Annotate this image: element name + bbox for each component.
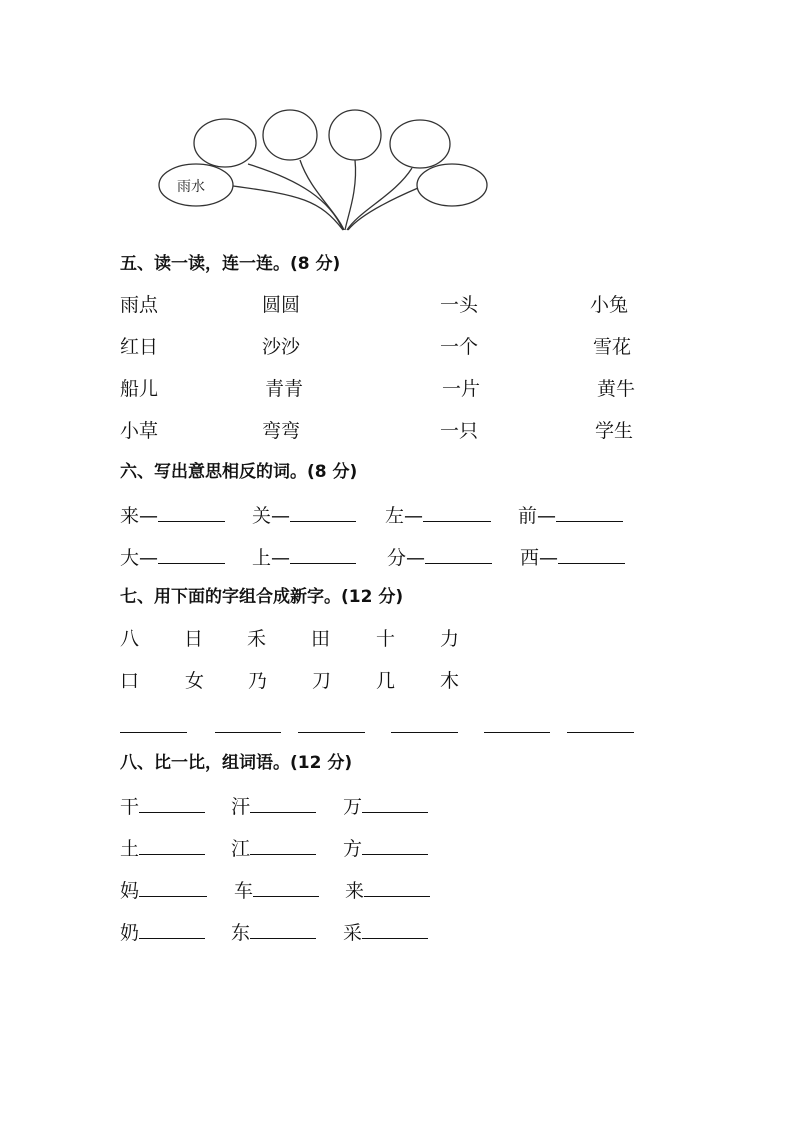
s5-col1-item: 小草 (120, 420, 159, 442)
balloon-diagram (150, 100, 500, 240)
new-char-blank[interactable] (484, 732, 550, 733)
center-label: 雨水 (177, 179, 205, 195)
word-blank[interactable] (364, 878, 430, 897)
compare-char: 干 (120, 796, 140, 818)
compare-item (231, 794, 316, 818)
answer-blank[interactable] (556, 503, 623, 522)
compare-item (234, 878, 319, 902)
component-char: 十 (376, 628, 396, 650)
word-blank[interactable] (362, 794, 428, 813)
new-char-blank[interactable] (391, 732, 458, 733)
word-blank[interactable] (139, 878, 207, 897)
antonym-item (120, 503, 225, 527)
compare-item (120, 920, 205, 944)
compare-item (120, 794, 205, 818)
word-blank[interactable] (250, 920, 316, 939)
new-char-blank[interactable] (215, 732, 281, 733)
antonym-item (518, 503, 623, 527)
section8-title: 八、比一比，组词语。(12 分) (120, 753, 353, 773)
answer-blank[interactable] (423, 503, 491, 522)
component-char: 几 (376, 670, 396, 692)
compare-char: 来 (345, 880, 365, 902)
antonym-item (252, 503, 356, 527)
antonym-item (520, 545, 625, 569)
new-char-blank[interactable] (120, 732, 187, 733)
antonym-prompt: 来— (120, 505, 159, 527)
antonym-prompt: 大— (120, 547, 159, 569)
balloon-string-3 (300, 160, 344, 230)
balloon-3 (329, 110, 381, 160)
antonym-prompt: 左— (385, 505, 424, 527)
component-char: 日 (184, 628, 204, 650)
component-char: 木 (440, 670, 460, 692)
component-char: 口 (120, 670, 140, 692)
antonym-item (120, 545, 225, 569)
word-blank[interactable] (362, 920, 428, 939)
s5-col3-item: 一个 (440, 336, 479, 358)
compare-char: 土 (120, 838, 140, 860)
antonym-prompt: 分— (387, 547, 426, 569)
component-char: 乃 (248, 670, 268, 692)
compare-char: 妈 (120, 880, 140, 902)
s5-col4-item: 学生 (595, 420, 634, 442)
component-char: 田 (311, 628, 331, 650)
s5-col4-item: 黄牛 (597, 378, 636, 400)
section6-title: 六、写出意思相反的词。(8 分) (120, 462, 358, 482)
answer-blank[interactable] (425, 545, 492, 564)
word-blank[interactable] (139, 794, 205, 813)
section7-title: 七、用下面的字组合成新字。(12 分) (120, 587, 404, 607)
component-char: 女 (185, 670, 205, 692)
answer-blank[interactable] (290, 545, 356, 564)
component-char: 刀 (312, 670, 332, 692)
s5-col1-item: 船儿 (120, 378, 159, 400)
balloon-string-4 (345, 160, 356, 230)
compare-item (343, 836, 428, 860)
answer-blank[interactable] (158, 545, 225, 564)
antonym-item (385, 503, 491, 527)
compare-item (120, 878, 207, 902)
balloon-1 (194, 119, 256, 167)
section5-title: 五、读一读，连一连。(8 分) (120, 254, 341, 274)
compare-item (120, 836, 205, 860)
s5-col1-item: 雨点 (120, 294, 159, 316)
antonym-item (387, 545, 492, 569)
balloon-string-1 (233, 186, 343, 230)
answer-blank[interactable] (158, 503, 225, 522)
s5-col2-item: 弯弯 (262, 420, 301, 442)
word-blank[interactable] (362, 836, 428, 855)
new-char-blank[interactable] (567, 732, 634, 733)
antonym-prompt: 西— (520, 547, 559, 569)
antonym-prompt: 上— (252, 547, 291, 569)
balloon-2 (263, 110, 317, 160)
word-blank[interactable] (253, 878, 319, 897)
balloon-string-6 (348, 188, 418, 230)
answer-blank[interactable] (290, 503, 356, 522)
compare-char: 车 (234, 880, 254, 902)
compare-item (231, 920, 316, 944)
new-char-blank[interactable] (298, 732, 365, 733)
component-char: 八 (120, 628, 140, 650)
s5-col4-item: 小兔 (590, 294, 629, 316)
s5-col3-item: 一只 (440, 420, 479, 442)
s5-col1-item: 红日 (120, 336, 159, 358)
compare-item (231, 836, 316, 860)
s5-col3-item: 一片 (442, 378, 481, 400)
compare-char: 奶 (120, 922, 140, 944)
s5-col2-item: 沙沙 (262, 336, 301, 358)
word-blank[interactable] (250, 794, 316, 813)
compare-item (343, 920, 428, 944)
s5-col3-item: 一头 (440, 294, 479, 316)
balloon-4 (390, 120, 450, 168)
word-blank[interactable] (139, 920, 205, 939)
component-char: 禾 (247, 628, 267, 650)
answer-blank[interactable] (558, 545, 625, 564)
antonym-prompt: 关— (252, 505, 291, 527)
compare-char: 江 (231, 838, 251, 860)
s5-col2-item: 圆圆 (262, 294, 301, 316)
s5-col2-item: 青青 (265, 378, 304, 400)
component-char: 力 (440, 628, 460, 650)
compare-char: 万 (343, 796, 363, 818)
word-blank[interactable] (250, 836, 316, 855)
compare-char: 采 (343, 922, 363, 944)
compare-char: 方 (343, 838, 363, 860)
compare-char: 东 (231, 922, 251, 944)
balloon-5 (417, 164, 487, 206)
word-blank[interactable] (139, 836, 205, 855)
antonym-item (252, 545, 356, 569)
compare-item (343, 794, 428, 818)
s5-col4-item: 雪花 (593, 336, 632, 358)
compare-item (345, 878, 430, 902)
antonym-prompt: 前— (518, 505, 557, 527)
compare-char: 汗 (231, 796, 251, 818)
